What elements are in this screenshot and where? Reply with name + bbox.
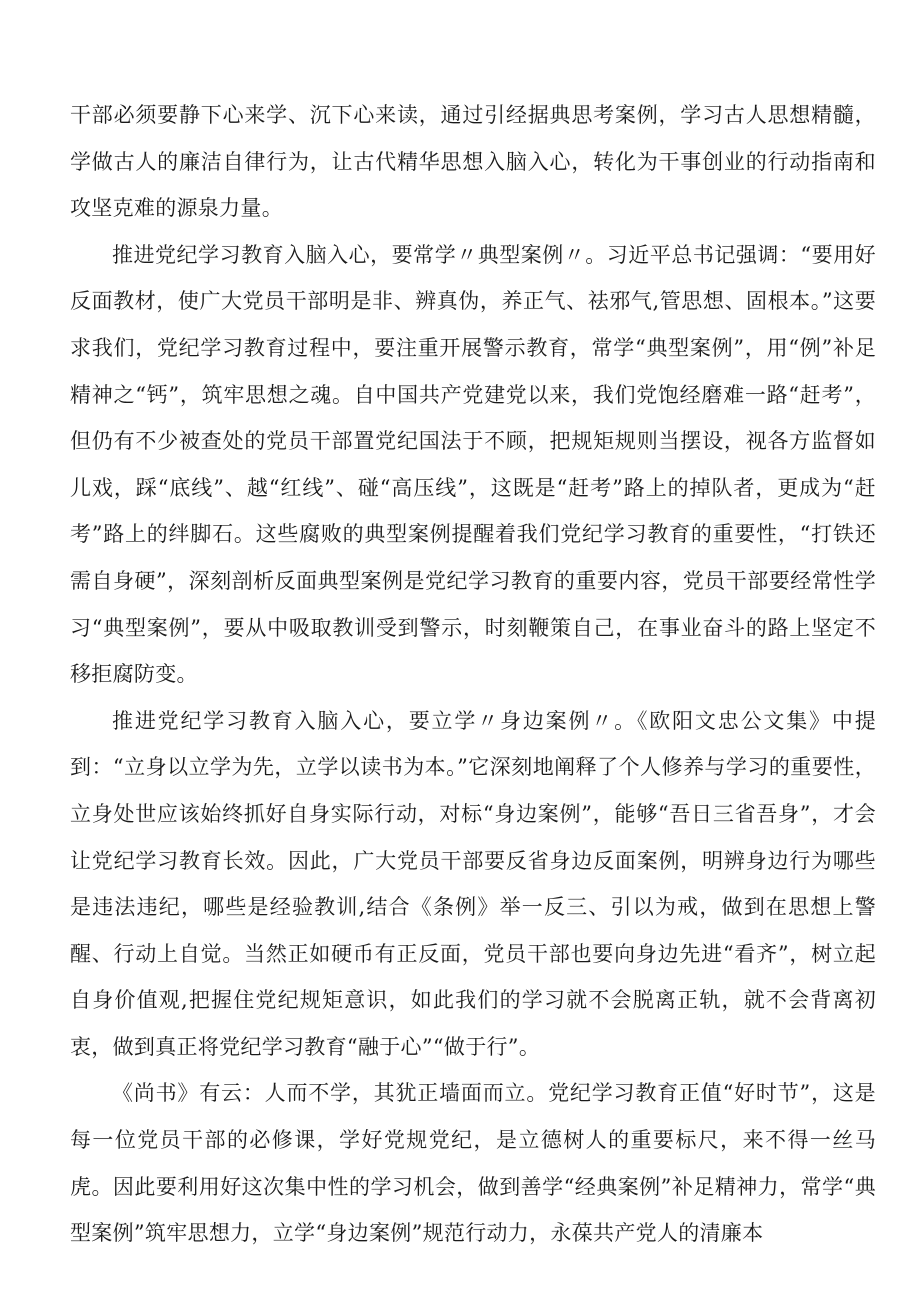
paragraph-conclusion: 《尚书》有云：人而不学，其犹正墙面而立。党纪学习教育正值“好时节”，这是每一位党员干部的必修课，学好党规党纪，是立德树人的重要标尺，来不得一丝马虎。因此要利用好这次集中性的学习机会，做到善学“经典案例”补足精神力，常学“典型案例”筑牢思想力，立学“身边案例”规范行动力，永葆共产党人的清廉本 — [70, 1081, 876, 1246]
paragraph-intro: 干部必须要静下心来学、沉下心来读，通过引经据典思考案例，学习古人思想精髓，学做古人的廉洁自律行为，让古代精华思想入脑入心，转化为干事创业的行动指南和攻坚克难的源泉力量。 — [70, 103, 876, 221]
paragraph-typical-cases: 推进党纪学习教育入脑入心，要常学〃典型案例〃。习近平总书记强调：“要用好反面教材，使广大党员干部明是非、辨真伪，养正气、祛邪气,管思想、固根本。”这要求我们，党纪学习教育过程中，要注重开展警示教育，常学“典型案例”，用“例”补足精神之“钙”，筑牢思想之魂。自中国共产党建党以来，我们党饱经磨难一路“赶考”，但仍有不少被查处的党员干部置党纪国法于不顾，把规矩规则当摆设，视各方监督如儿戏，踩“底线”、越“红线”、碰“高压线”，这既是“赶考”路上的掉队者，更成为“赶考”路上的绊脚石。这些腐败的典型案例提醒着我们党纪学习教育的重要性，“打铁还需自身硬”，深刻剖析反面典型案例是党纪学习教育的重要内容，党员干部要经常性学习“典型案例”，要从中吸取教训受到警示，时刻鞭策自己，在事业奋斗的路上坚定不移拒腐防变。 — [70, 242, 876, 687]
paragraph-nearby-cases: 推进党纪学习教育入脑入心，要立学〃身边案例〃。《欧阳文忠公文集》中提到：“立身以立学为先，立学以读书为本。”它深刻地阐释了个人修养与学习的重要性，立身处世应该始终抓好自身实际行动，对标“身边案例”，能够“吾日三省吾身”，才会让党纪学习教育长效。因此，广大党员干部要反省身边反面案例，明辨身边行为哪些是违法违纪，哪些是经验教训,结合《条例》举一反三、引以为戒，做到在思想上警醒、行动上自觉。当然正如硬币有正反面，党员干部也要向身边先进“看齐”，树立起自身价值观,把握住党纪规矩意识，如此我们的学习就不会脱离正轨，就不会背离初衷，做到真正将党纪学习教育“融于心”“做于行”。 — [70, 708, 876, 1059]
